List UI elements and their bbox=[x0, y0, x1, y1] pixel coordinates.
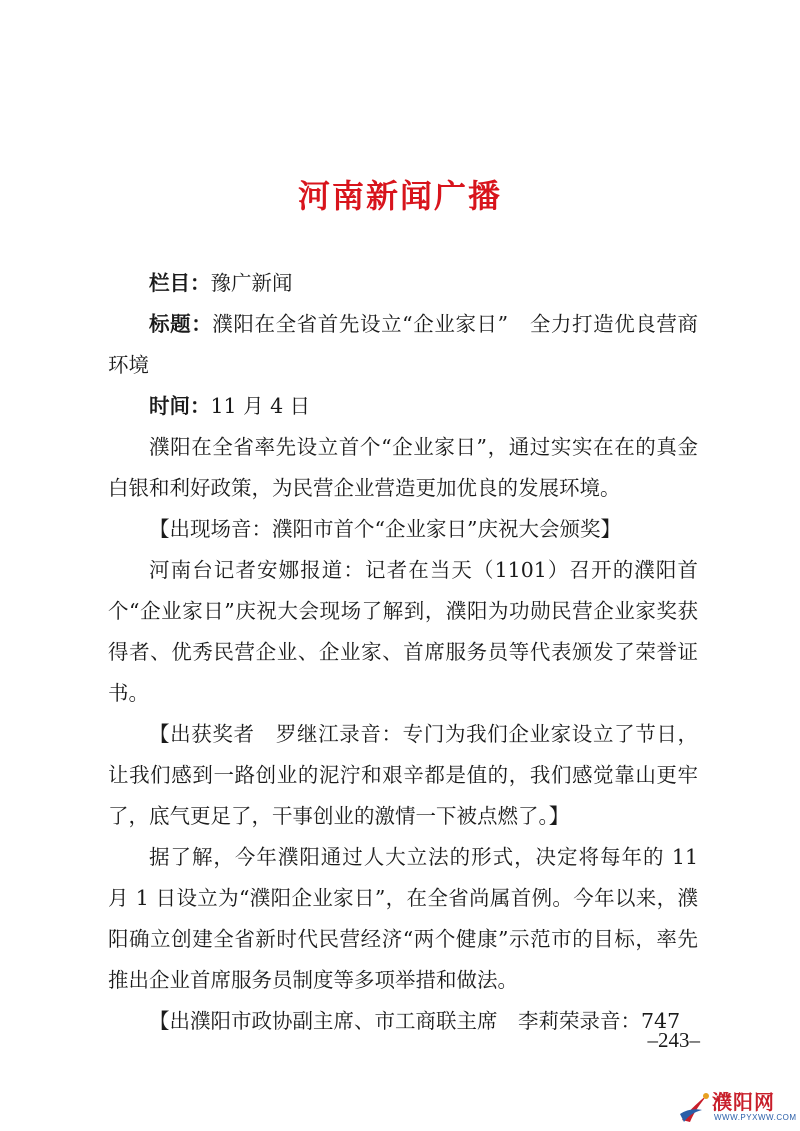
page-number: –243– bbox=[647, 1028, 700, 1052]
watermark-swoosh-icon bbox=[678, 1086, 712, 1126]
watermark-url: WWW.PYXWW.COM bbox=[714, 1113, 797, 1122]
headline-label: 标题： bbox=[149, 312, 213, 336]
article-body bbox=[108, 263, 698, 1042]
time-label: 时间： bbox=[149, 394, 211, 418]
time-line bbox=[108, 386, 698, 427]
headline-line bbox=[108, 304, 698, 386]
paragraph: 河南台记者安娜报道：记者在当天（1101）召开的濮阳首个“企业家日”庆祝大会现场了解到，濮阳为功勋民营企业家奖获得者、优秀民营企业、企业家、首席服务员等代表颁发了荣誉证书。 bbox=[108, 558, 698, 705]
paragraph: 【出濮阳市政协副主席、市工商联主席 李莉荣录音：747 bbox=[149, 1009, 681, 1033]
paragraph: 濮阳在全省率先设立首个“企业家日”，通过实实在在的真金白银和利好政策，为民营企业营造更加优良的发展环境。 bbox=[108, 435, 698, 500]
watermark-logo bbox=[678, 1086, 796, 1126]
watermark-name: 濮阳网 bbox=[712, 1090, 775, 1114]
paragraph: 据了解，今年濮阳通过人大立法的形式，决定将每年的 11 月 1 日设立为“濮阳企业家日”，在全省尚属首例。今年以来，濮阳确立创建全省新时代民营经济“两个健康”示范市的目标，率先推出企业首席服务员制度等多项举措和做法。 bbox=[108, 845, 698, 992]
column-line bbox=[108, 263, 698, 304]
column-value: 豫广新闻 bbox=[210, 271, 293, 295]
page-title: 河南新闻广播 bbox=[297, 177, 502, 215]
paragraph: 【出获奖者 罗继江录音：专门为我们企业家设立了节日，让我们感到一路创业的泥泞和艰辛都是值的，我们感觉靠山更牢了，底气更足了，干事创业的激情一下被点燃了。】 bbox=[108, 722, 698, 828]
column-label: 栏目： bbox=[149, 271, 211, 295]
paragraph: 【出现场音：濮阳市首个“企业家日”庆祝大会颁奖】 bbox=[149, 517, 621, 541]
time-value: 11 月 4 日 bbox=[210, 394, 311, 418]
headline-value: 濮阳在全省首先设立“企业家日” 全力打造优良营商环境 bbox=[108, 312, 698, 377]
